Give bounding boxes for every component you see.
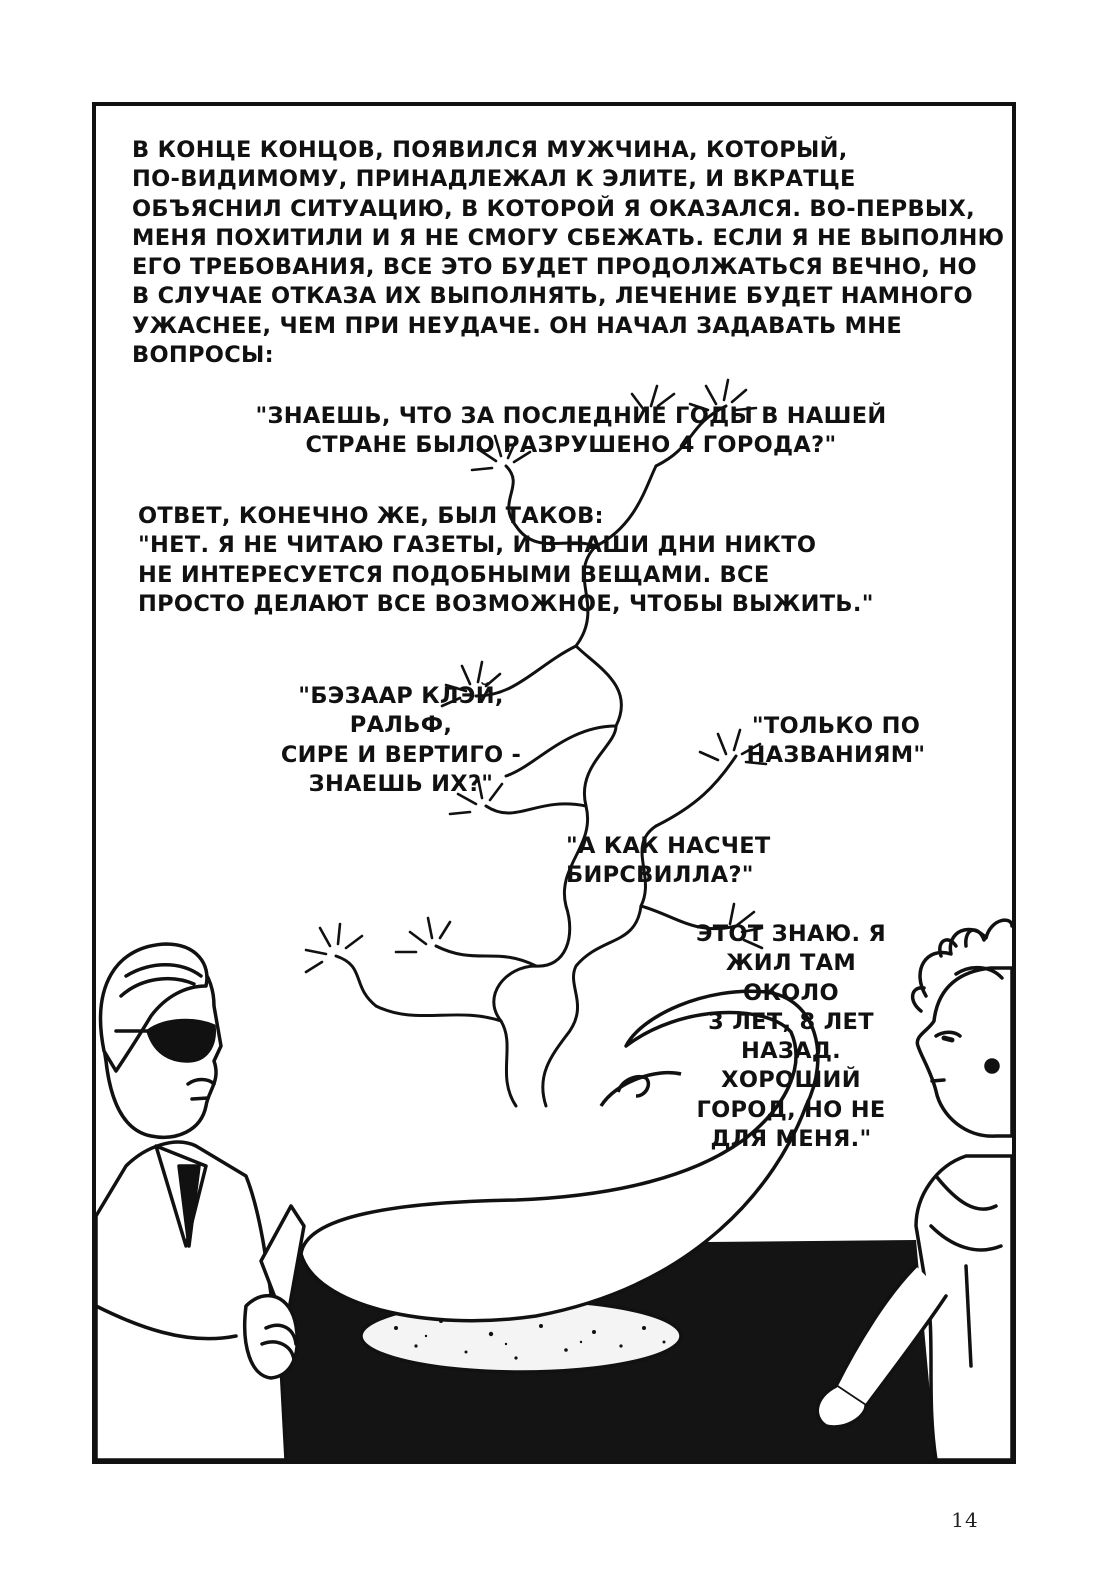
dialogue-question-3: "А КАК НАСЧЕТ БИРСВИЛЛА?" [566, 833, 771, 889]
page-number: 14 [951, 1508, 979, 1532]
dialogue-answer-2: "ТОЛЬКО ПО НАЗВАНИЯМ" [746, 713, 926, 769]
dialogue-question-1: "ЗНАЕШЬ, ЧТО ЗА ПОСЛЕДНИЕ ГОДЫ В НАШЕЙ СТРАНЕ БЫЛО РАЗРУШЕНО 4 ГОРОДА?" [255, 403, 887, 459]
man-with-sunglasses [96, 944, 304, 1460]
dialogue-question-2: "БЭЗААР КЛЭЙ, РАЛЬФ, СИРЕ И ВЕРТИГО - ЗНАЕШЬ ИХ?" [280, 683, 522, 797]
dialogue-answer-3: ЭТОТ ЗНАЮ. Я ЖИЛ ТАМ ОКОЛО 3 ЛЕТ, 8 ЛЕТ НАЗАД. ХОРОШИЙ ГОРОД, НО НЕ ДЛЯ МЕНЯ." [695, 921, 887, 1153]
comic-panel [92, 102, 1016, 1464]
narration-text: В КОНЦЕ КОНЦОВ, ПОЯВИЛСЯ МУЖЧИНА, КОТОРЫЙ, ПО-ВИДИМОМУ, ПРИНАДЛЕЖАЛ К ЭЛИТЕ, И ВКРАТЦЕ ОБЪЯСНИЛ СИТУАЦИЮ, В КОТОРОЙ Я ОКАЗАЛСЯ. ВО-ПЕРВЫХ, МЕНЯ ПОХИТИЛИ И Я НЕ СМОГУ СБЕЖАТЬ. ЕСЛИ Я НЕ ВЫПОЛНЮ ЕГО ТРЕБОВАНИЯ, ВСЕ ЭТО БУДЕТ ПРОДОЛЖАТЬСЯ ВЕЧНО, НО В СЛУЧАЕ ОТКАЗА ИХ ВЫПОЛНЯТЬ, ЛЕЧЕНИЕ БУДЕТ НАМНОГО УЖАСНЕЕ, ЧЕМ ПРИ НЕУДАЧЕ. ОН НАЧАЛ ЗАДАВАТЬ МНЕ ВОПРОСЫ: [132, 137, 1005, 369]
dialogue-answer-1: ОТВЕТ, КОНЕЧНО ЖЕ, БЫЛ ТАКОВ: "НЕТ. Я НЕ ЧИТАЮ ГАЗЕТЫ, И В НАШИ ДНИ НИКТО НЕ ИНТЕРЕСУЕТСЯ ПОДОБНЫМИ ВЕЩАМИ. ВСЕ ПРОСТО ДЕЛАЮТ ВСЕ ВОЗМОЖНОЕ, ЧТОБЫ ВЫЖИТЬ." [138, 503, 874, 617]
